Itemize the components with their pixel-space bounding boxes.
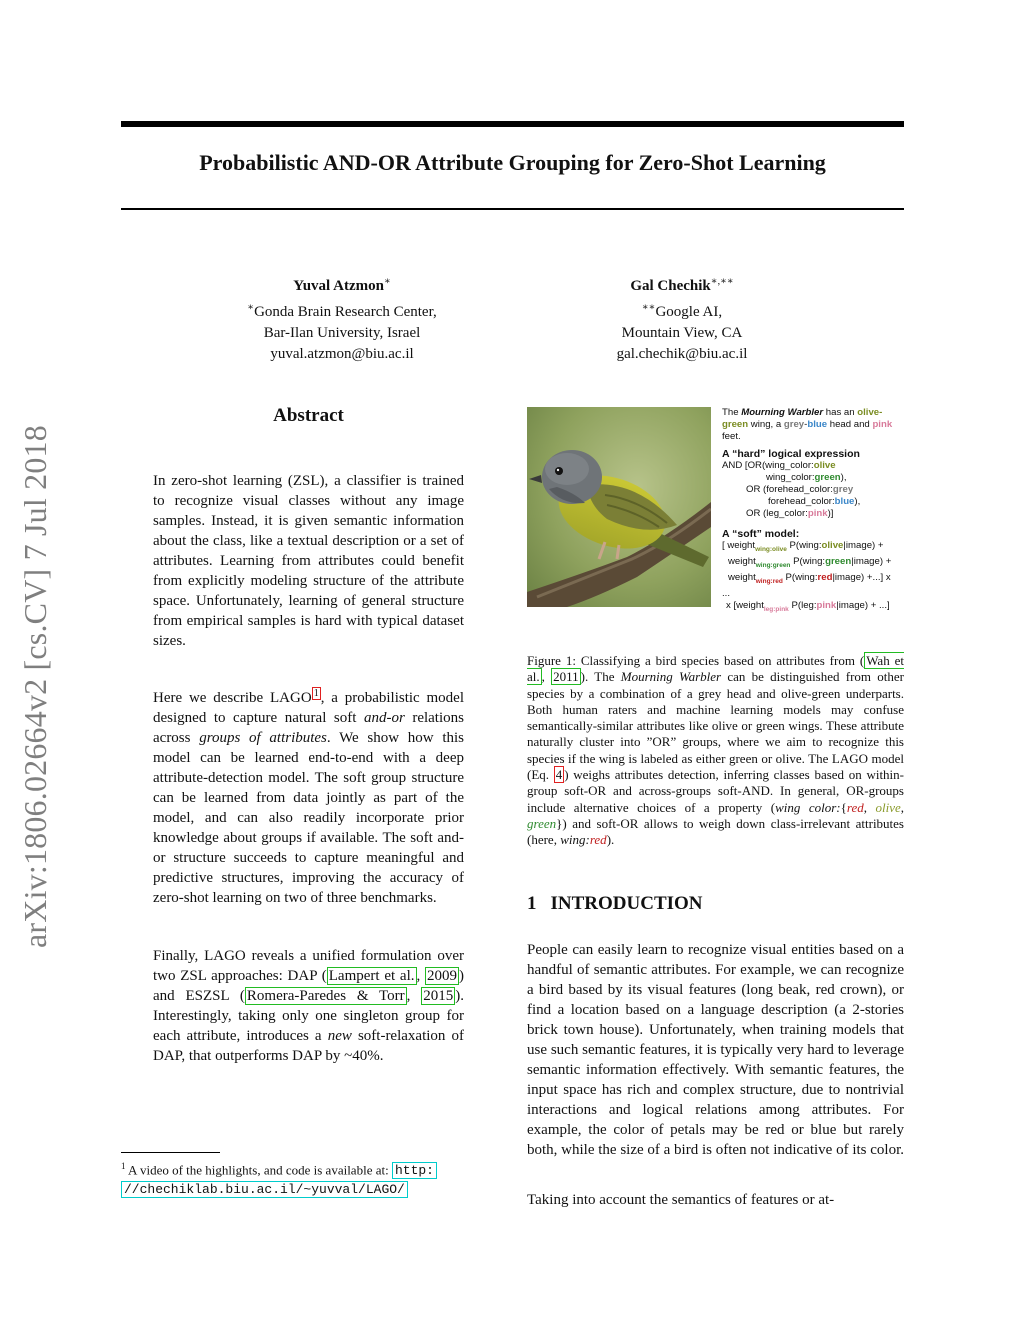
author-block-1 <box>212 271 472 365</box>
soft-model-line <box>722 572 904 588</box>
emphasis: Mourning Warbler <box>620 669 722 685</box>
citation-link[interactable]: Romera-Paredes & Torr <box>246 988 405 1004</box>
text-run: The <box>722 407 742 418</box>
text-run: feet. <box>722 431 741 442</box>
subscript: wing:red <box>755 577 783 585</box>
text-run: , a probabilistic model designed to capture natural soft <box>153 690 464 726</box>
text-run: Here we describe LAGO <box>153 690 312 706</box>
soft-model-line: ... <box>722 587 730 599</box>
text-run: , <box>416 968 426 984</box>
text-run: can be distinguished from other species by a combination of a grey head and olive-green underparts. Both human raters and machine learning models may confuse semantically-similar attributes like olive or green wings. These attribute naturally cluster into ”OR” groups, where we aim to recognize this species if the wing is labeled as either green or olive. The LAGO model (Eq. <box>527 669 904 783</box>
soft-model-heading: A “soft” model: <box>722 528 800 540</box>
author-block-2 <box>552 271 812 365</box>
text-run: Finally, LAGO reveals a unified formulation over two ZSL approaches: DAP ( <box>153 948 464 984</box>
text-run: P(wing: <box>785 571 818 583</box>
text-run: , <box>541 669 552 685</box>
footnote <box>121 1157 501 1199</box>
text-run: ). The <box>580 669 621 685</box>
arxiv-stamp: arXiv:1806.02664v2 [cs.CV] 7 Jul 2018 <box>17 425 53 948</box>
text-run: P(wing: <box>793 555 826 567</box>
text-run: [ weight <box>722 540 756 551</box>
text-run: P(leg: <box>791 599 817 611</box>
hard-expression-line <box>722 484 904 496</box>
subscript: leg:pink <box>763 605 789 613</box>
title-rule-bottom <box>121 208 904 210</box>
author-email: gal.chechik@biu.ac.il <box>616 346 748 362</box>
abstract-paragraph-1: In zero-shot learning (ZSL), a classifier is trained to recognize visual classes without any image samples. Instead, it is given semantic information about the class, like a textual description or a set of attributes. Learning from attributes could benefit from explicitly modeling structure of the attribute space. Unfortunately, learning of general structure from empirical samples is hard with typical dataset sizes. <box>153 473 464 649</box>
text-run: has an <box>823 407 858 418</box>
subscript: wing:green <box>755 561 791 569</box>
emphasis: and-or <box>363 710 405 726</box>
hard-expression-line <box>722 472 904 484</box>
hard-expression-line <box>722 508 904 520</box>
text-run: - <box>804 419 808 430</box>
soft-model-line <box>722 540 904 556</box>
text-run: ) weighs attributes detection, inferring classes based on within-group soft-OR and across-groups soft-AND. In general, OR-groups include alternative choices of a property ( <box>527 767 904 815</box>
color-term: pink <box>872 419 893 430</box>
section-number: 1 <box>527 893 537 914</box>
text-run: ), <box>840 472 847 483</box>
bird-photo <box>527 407 711 607</box>
intro-paragraph-1: People can easily learn to recognize visual entities based on a handful of semantic attributes. For example, we can recognize a bird based by its visual features (long beak, red crown), or find a location based on a language description (a 2-stories brick town house). Unfortunately, when training models that use such semantic features, it is typically very hard to leverage semantic information effectively. With semantic features, the input space has rich and complex structure, due to nontrivial interactions and logical relations among attributes. For example, the color of petals may be red or blue but rarely both, while the size of a bird is often not indicative of its color. <box>527 942 904 1158</box>
text-run: |image) + <box>851 555 892 567</box>
author-email: yuval.atzmon@biu.ac.il <box>270 346 414 362</box>
text-run: , <box>863 799 876 815</box>
text-run: , <box>406 988 422 1004</box>
text-run: ). <box>606 832 615 848</box>
text-run: OR (forehead_color: <box>746 484 833 495</box>
text-run: |image) + <box>843 540 884 551</box>
color-term: pink <box>807 508 828 519</box>
color-term: grey <box>832 484 854 495</box>
color-term: red <box>846 799 864 815</box>
text-run: weight <box>728 555 756 567</box>
text-run: |image) + ...] <box>836 599 890 611</box>
color-term: olive <box>821 540 844 551</box>
affil-line: Google AI, <box>655 304 723 320</box>
text-run: OR (leg_color: <box>746 508 808 519</box>
text-run: { <box>840 799 847 815</box>
emphasis: wing color: <box>775 799 841 815</box>
text-run: x [weight <box>726 599 764 611</box>
text-run: ) and ESZSL ( <box>153 968 465 1004</box>
text-run: weight <box>728 571 756 583</box>
text-run: ) and soft-OR allows to weigh down class-irrelevant attributes (here, <box>527 815 904 848</box>
text-run: head and <box>827 419 873 430</box>
footnote-url-link[interactable]: //chechiklab.biu.ac.il/~yuvval/LAGO/ <box>121 1181 408 1198</box>
text-run: P(wing: <box>789 540 822 551</box>
author-name: Gal Chechik <box>630 278 711 294</box>
bird-description <box>722 407 904 443</box>
soft-model-line <box>722 556 904 572</box>
footnote-text: A video of the highlights, and code is available at: <box>128 1162 392 1178</box>
emphasis: wing: <box>560 832 590 848</box>
equation-link[interactable]: 4 <box>555 767 563 783</box>
text-run: . We show how this model can be learned end-to-end with a deep attribute-detection model. The soft group structure can be learned from data jointly as part of the model, and can also readily incorporate prior knowledge about groups if available. The soft and-or structure succeeds to capture meaningful and predictive structures, improving the accuracy of zero-shot learning on two of three benchmarks. <box>153 730 464 906</box>
text-run: relations across <box>153 710 464 746</box>
emphasis: groups of attributes <box>199 730 327 746</box>
citation-year-link[interactable]: 2011 <box>553 669 579 685</box>
text-run: AND [OR(wing_color: <box>722 460 814 471</box>
text-run: ). Interestingly, taking only one singleton group for each attribute, introduces a <box>153 988 464 1044</box>
emphasis: new <box>327 1028 352 1044</box>
author-mark: ∗ <box>383 276 391 287</box>
affil-line: Gonda Brain Research Center, <box>254 304 437 320</box>
text-run: Figure 1: Classifying a bird species based on attributes from ( <box>527 653 865 668</box>
color-term: grey <box>783 419 805 430</box>
citation-year-link[interactable]: 2009 <box>427 968 458 984</box>
color-term: red <box>589 832 607 848</box>
citation-link[interactable]: Wah et al. <box>527 653 904 685</box>
subscript: wing:olive <box>755 545 787 553</box>
text-run: soft-relaxation of DAP, that outperforms DAP by ~40%. <box>153 1028 464 1064</box>
color-term: olive <box>813 460 836 471</box>
color-term: green <box>825 555 852 567</box>
footnote-rule <box>121 1152 220 1153</box>
author-mark: ∗,∗∗ <box>710 276 734 287</box>
affil-line: Mountain View, CA <box>621 325 743 341</box>
color-term: pink <box>816 599 837 611</box>
affil-line: Bar-Ilan University, Israel <box>263 325 421 341</box>
footnote-number: 1 <box>121 1161 126 1171</box>
soft-model-line <box>722 600 904 616</box>
color-term: olive-green <box>722 407 883 430</box>
hard-expression-line <box>722 496 904 508</box>
figure-caption <box>527 653 904 849</box>
paper-title: Probabilistic AND-OR Attribute Grouping for Zero-Shot Learning <box>199 150 826 175</box>
citation-year-link[interactable]: 2015 <box>423 988 454 1004</box>
text-run: wing_color: <box>766 472 815 483</box>
footnote-url-link[interactable]: http: <box>392 1162 437 1179</box>
text-run: |image) +...] x <box>832 571 891 583</box>
footnote-link[interactable]: 1 <box>313 688 319 699</box>
color-term: blue <box>834 496 855 507</box>
affil-mark: ∗∗ <box>641 302 656 313</box>
text-run: forehead_color: <box>768 496 835 507</box>
section-heading <box>527 893 703 915</box>
hard-expression-line <box>722 460 904 472</box>
section-title: INTRODUCTION <box>550 893 703 914</box>
text-run: , <box>900 799 904 815</box>
citation-link[interactable]: Lampert et al. <box>328 968 415 984</box>
abstract-heading: Abstract <box>273 405 344 426</box>
abstract-paragraph-3 <box>153 946 464 1066</box>
affil-mark: ∗ <box>247 302 255 313</box>
intro-paragraph-2: Taking into account the semantics of features or at- <box>527 1192 835 1208</box>
color-term: blue <box>807 419 828 430</box>
text-run: )] <box>827 508 834 519</box>
author-name: Yuval Atzmon <box>293 278 384 294</box>
hard-expression-heading: A “hard” logical expression <box>722 448 860 460</box>
abstract-paragraph-2 <box>153 688 464 908</box>
color-term: olive <box>875 799 901 815</box>
text-run: ), <box>854 496 861 507</box>
figure-annotation-panel <box>722 407 904 612</box>
color-term: green <box>527 815 557 831</box>
color-term: green <box>814 472 841 483</box>
color-term: red <box>817 571 833 583</box>
text-run: wing, a <box>748 419 784 430</box>
title-rule-top <box>121 121 904 127</box>
bird-name: Mourning Warbler <box>741 407 824 418</box>
text-run: } <box>556 815 563 831</box>
